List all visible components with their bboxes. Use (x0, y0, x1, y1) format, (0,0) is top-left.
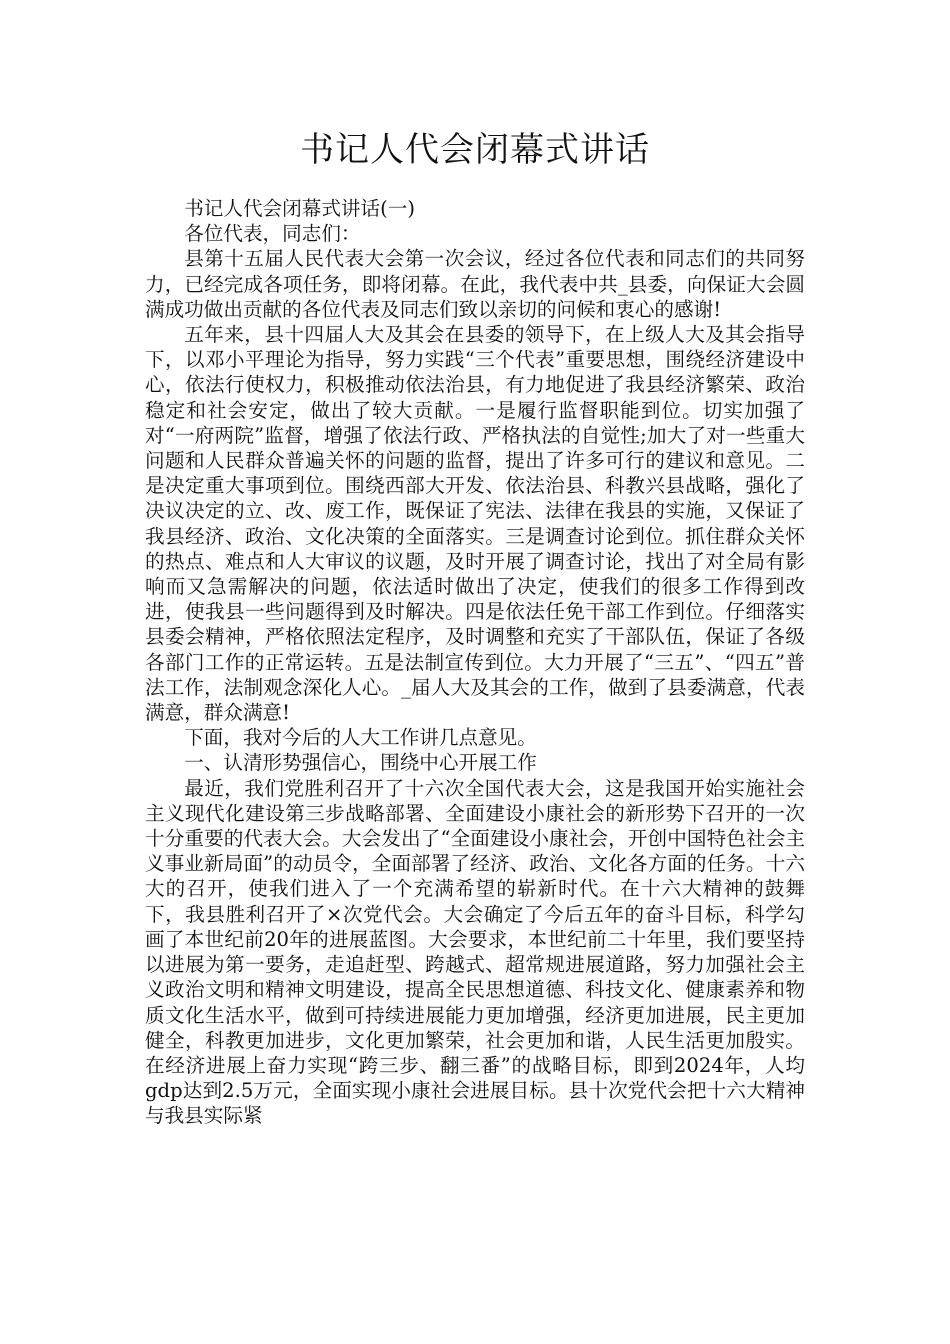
paragraph: 县第十五届人民代表大会第一次会议，经过各位代表和同志们的共同努力，已经完成各项任务，即将闭幕。在此，我代表中共_县委，向保证大会圆满成功做出贡献的各位代表及同志们致以亲切的问候和衷心的感谢! (145, 247, 805, 321)
salutation: 各位代表，同志们： (184, 222, 361, 246)
document-title: 书记人代会闭幕式讲话 (300, 130, 650, 170)
paragraph: 五年来，县十四届人大及其会在县委的领导下，在上级人大及其会指导下，以邓小平理论为指导，努力实践“三个代表”重要思想，围绕经济建设中心，依法行使权力，积极推动依法治县，有力地促进了我县经济繁荣、政治稳定和社会安定，做出了较大贡献。一是履行监督职能到位。切实加强了对“一府两院”监督，增强了依法行政、严格执法的自觉性;加大了对一些重大问题和人民群众普遍关怀的问题的监督，提出了许多可行的建议和意见。二是决定重大事项到位。围绕西部大开发、依法治县、科教兴县战略，强化了决议决定的立、改、废工作，既保证了宪法、法律在我县的实施，又保证了我县经济、政治、文化决策的全面落实。三是调查讨论到位。抓住群众关怀的热点、难点和人大审议的议题，及时开展了调查讨论，找出了对全局有影响而又急需解决的问题，依法适时做出了决定，使我们的很多工作得到改进，使我县一些问题得到及时解决。四是依法任免干部工作到位。仔细落实县委会精神，严格依照法定程序，及时调整和充实了干部队伍，保证了各级各部门工作的正常运转。五是法制宣传到位。大力开展了“三五”、“四五”普法工作，法制观念深化人心。_届人大及其会的工作，做到了县委满意，代表满意，群众满意! (145, 323, 805, 725)
paragraph: 下面，我对今后的人大工作讲几点意见。 (184, 726, 537, 750)
paragraph: 最近，我们党胜利召开了十六次全国代表大会，这是我国开始实施社会主义现代化建设第三步战略部署、全面建设小康社会的新形势下召开的一次十分重要的代表大会。大会发出了“全面建设小康社会，开创中国特色社会主义事业新局面”的动员令，全面部署了经济、政治、文化各方面的任务。十六大的召开，使我们进入了一个充满希望的崭新时代。在十六大精神的鼓舞下，我县胜利召开了×次党代会。大会确定了今后五年的奋斗目标，科学勾画了本世纪前20年的进展蓝图。大会要求，本世纪前二十年里，我们要坚持以进展为第一要务，走追赶型、跨越式、超常规进展道路，努力加强社会主义政治文明和精神文明建设，提高全民思想道德、科技文化、健康素养和物质文化生活水平，做到可持续进展能力更加增强，经济更加进展，民主更加健全，科教更加进步，文化更加繁荣，社会更加和谐，人民生活更加殷实。在经济进展上奋力实现“跨三步、翻三番”的战略目标，即到2024年，人均gdp达到2.5万元，全面实现小康社会进展目标。县十次党代会把十六大精神与我县实际紧 (145, 776, 805, 1128)
document-body (145, 196, 805, 1129)
section-heading: 书记人代会闭幕式讲话(一) (184, 197, 416, 220)
section-heading: 一、认清形势强信心，围绕中心开展工作 (184, 751, 537, 775)
